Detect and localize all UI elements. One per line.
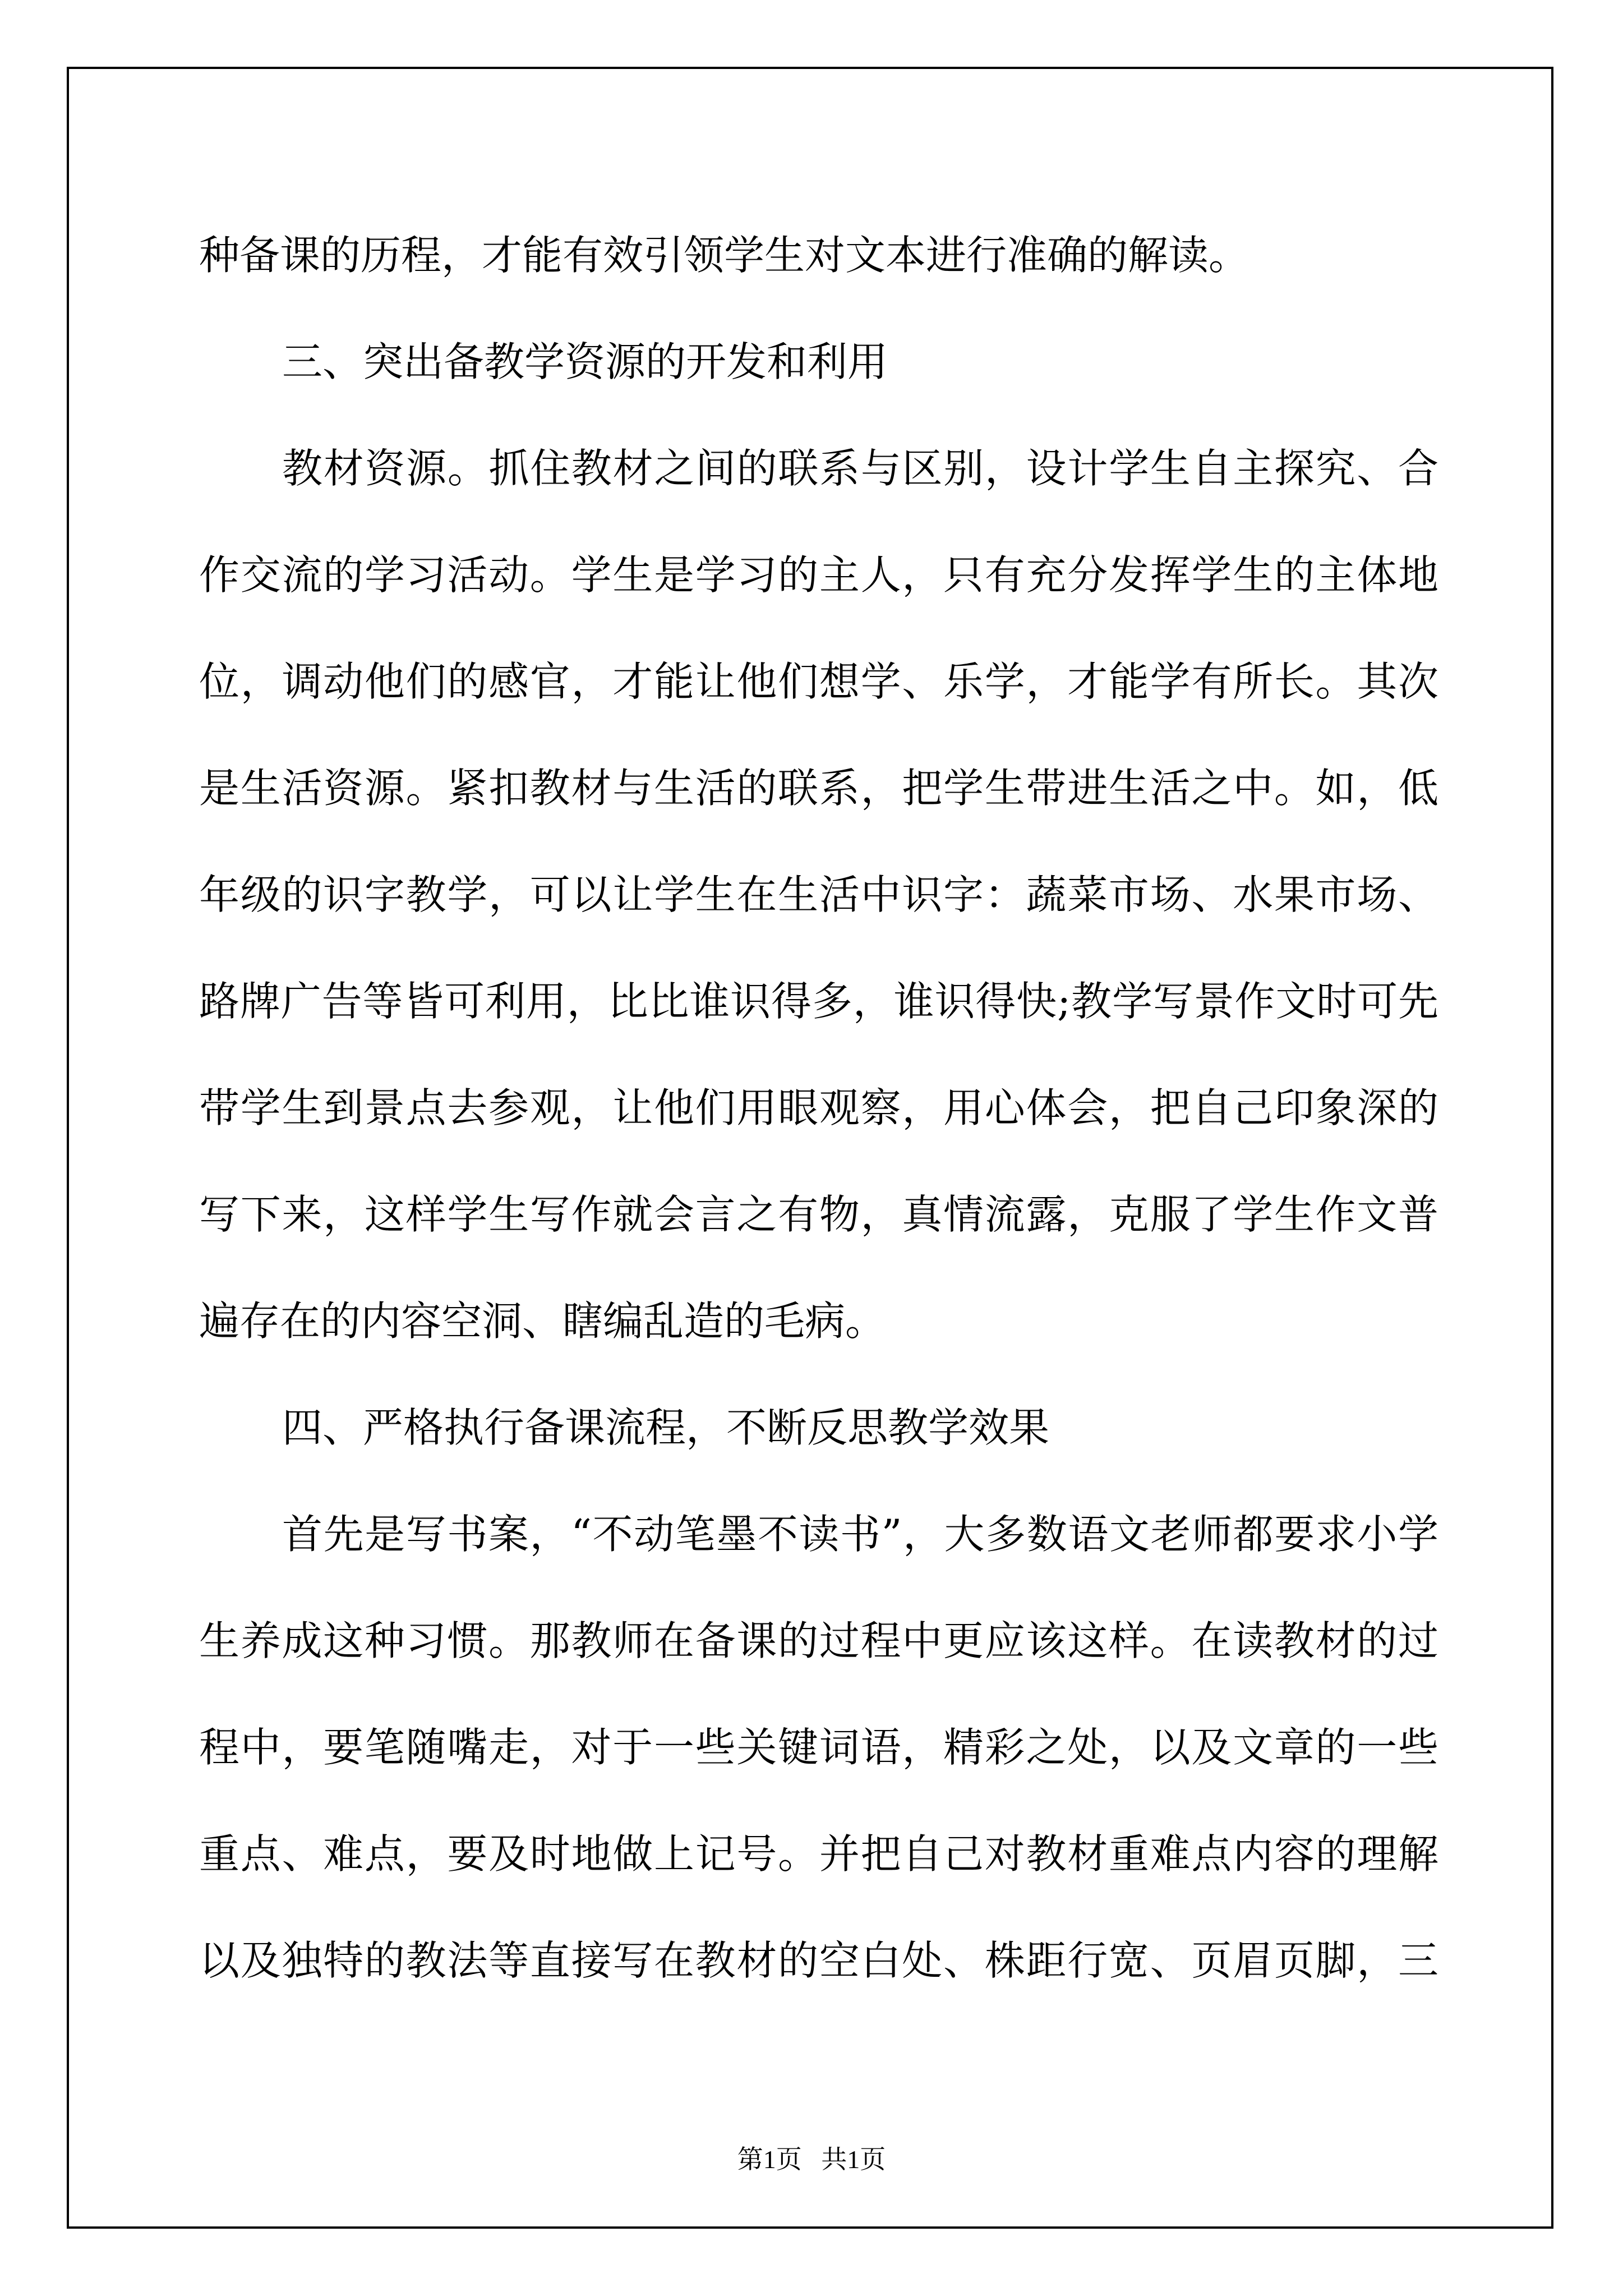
text-line: 首先是写书案，“不动笔墨不读书”，大多数语文老师都要求小学 (282, 1511, 1438, 1558)
text-line: 路牌广告等皆可利用，比比谁识得多，谁识得快;教学写景作文时可先 (199, 978, 1438, 1025)
text-line: 以及独特的教法等直接写在教材的空白处、株距行宽、页眉页脚，三 (199, 1937, 1438, 1984)
text-line: 是生活资源。紧扣教材与生活的联系，把学生带进生活之中。如，低 (199, 765, 1438, 812)
text-line: 作交流的学习活动。学生是学习的主人，只有充分发挥学生的主体地 (199, 551, 1438, 599)
text-line: 带学生到景点去参观，让他们用眼观察，用心体会，把自己印象深的 (199, 1084, 1438, 1131)
text-line: 写下来，这样学生写作就会言之有物，真情流露，克服了学生作文普 (199, 1191, 1438, 1238)
text-line: 四、严格执行备课流程，不断反思教学效果 (282, 1404, 1050, 1451)
document-body (199, 202, 1438, 2014)
text-line: 生养成这种习惯。那教师在备课的过程中更应该这样。在读教材的过 (199, 1617, 1438, 1664)
text-line: 重点、难点，要及时地做上记号。并把自己对教材重难点内容的理解 (199, 1830, 1438, 1878)
page-number: 第1页 (737, 2145, 802, 2174)
page-total: 共1页 (821, 2145, 886, 2174)
text-line: 位，调动他们的感官，才能让他们想学、乐学，才能学有所长。其次 (199, 658, 1438, 705)
text-line: 教材资源。抓住教材之间的联系与区别，设计学生自主探究、合 (282, 445, 1438, 492)
text-line: 遍存在的内容空洞、瞎编乱造的毛病。 (199, 1297, 886, 1345)
text-line: 三、突出备教学资源的开发和利用 (282, 338, 888, 385)
page-footer (0, 2143, 1623, 2177)
text-line: 种备课的历程，才能有效引领学生对文本进行准确的解读。 (199, 232, 1249, 279)
text-line: 程中，要笔随嘴走，对于一些关键词语，精彩之处，以及文章的一些 (199, 1724, 1438, 1771)
text-line: 年级的识字教学，可以让学生在生活中识字：蔬菜市场、水果市场、 (199, 871, 1438, 918)
